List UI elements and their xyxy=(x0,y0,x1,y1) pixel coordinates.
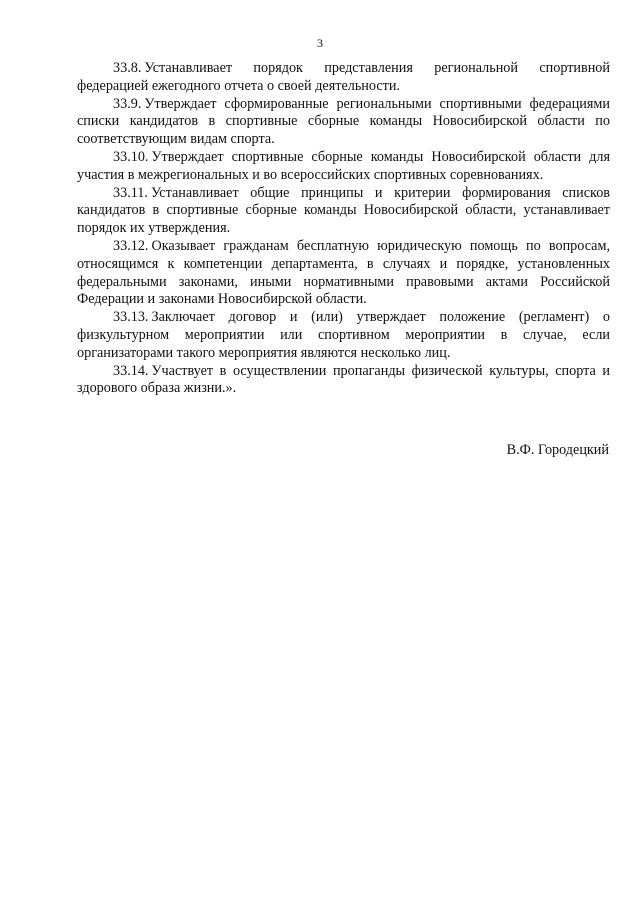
paragraph-33-11 xyxy=(77,185,610,238)
paragraph-text: Устанавливает общие принципы и критерии формирования списков кандидатов в спортивные сборные команды Новосибирской области, устанавливает порядок их утверждения. xyxy=(77,184,610,237)
page-number: 3 xyxy=(317,36,323,50)
paragraph-number: 33.10. xyxy=(113,148,149,165)
document-body xyxy=(77,60,610,398)
paragraph-33-14 xyxy=(77,363,610,399)
paragraph-number: 33.14. xyxy=(113,362,149,379)
paragraph-number: 33.11. xyxy=(113,184,148,201)
paragraph-33-8 xyxy=(77,60,610,96)
paragraph-text: Утверждает сформированные региональными спортивными федерациями списки кандидатов в спортивные сборные команды Новосибирской области по соответствующим видам спорта. xyxy=(77,95,610,148)
paragraph-33-12 xyxy=(77,238,610,309)
paragraph-number: 33.13. xyxy=(113,309,149,326)
paragraph-33-9 xyxy=(77,96,610,149)
paragraph-text: Утверждает спортивные сборные команды Новосибирской области для участия в межрегиональных и во всероссийских спортивных соревнованиях. xyxy=(77,148,610,183)
paragraph-33-10 xyxy=(77,149,610,185)
signature-name: В.Ф. Городецкий xyxy=(506,442,609,458)
paragraph-text: Заключает договор и (или) утверждает положение (регламент) о физкультурном мероприятии или спортивном мероприятии в случае, если организаторами такого мероприятия являются несколько лиц. xyxy=(77,309,610,361)
paragraph-text: Устанавливает порядок представления региональной спортивной федерацией ежегодного отчета о своей деятельности. xyxy=(77,60,610,94)
paragraph-text: Участвует в осуществлении пропаганды физической культуры, спорта и здорового образа жизни.». xyxy=(77,362,610,397)
paragraph-text: Оказывает гражданам бесплатную юридическую помощь по вопросам, относящимся к компетенции департамента, в случаях и порядке, установленных федеральными законами, иными нормативными правовыми актами Российской Федерации и законами Новосибирской области. xyxy=(77,237,610,308)
paragraph-number: 33.9. xyxy=(113,95,142,112)
paragraph-number: 33.8. xyxy=(113,60,142,76)
paragraph-33-13 xyxy=(77,309,610,362)
paragraph-number: 33.12. xyxy=(113,237,149,254)
